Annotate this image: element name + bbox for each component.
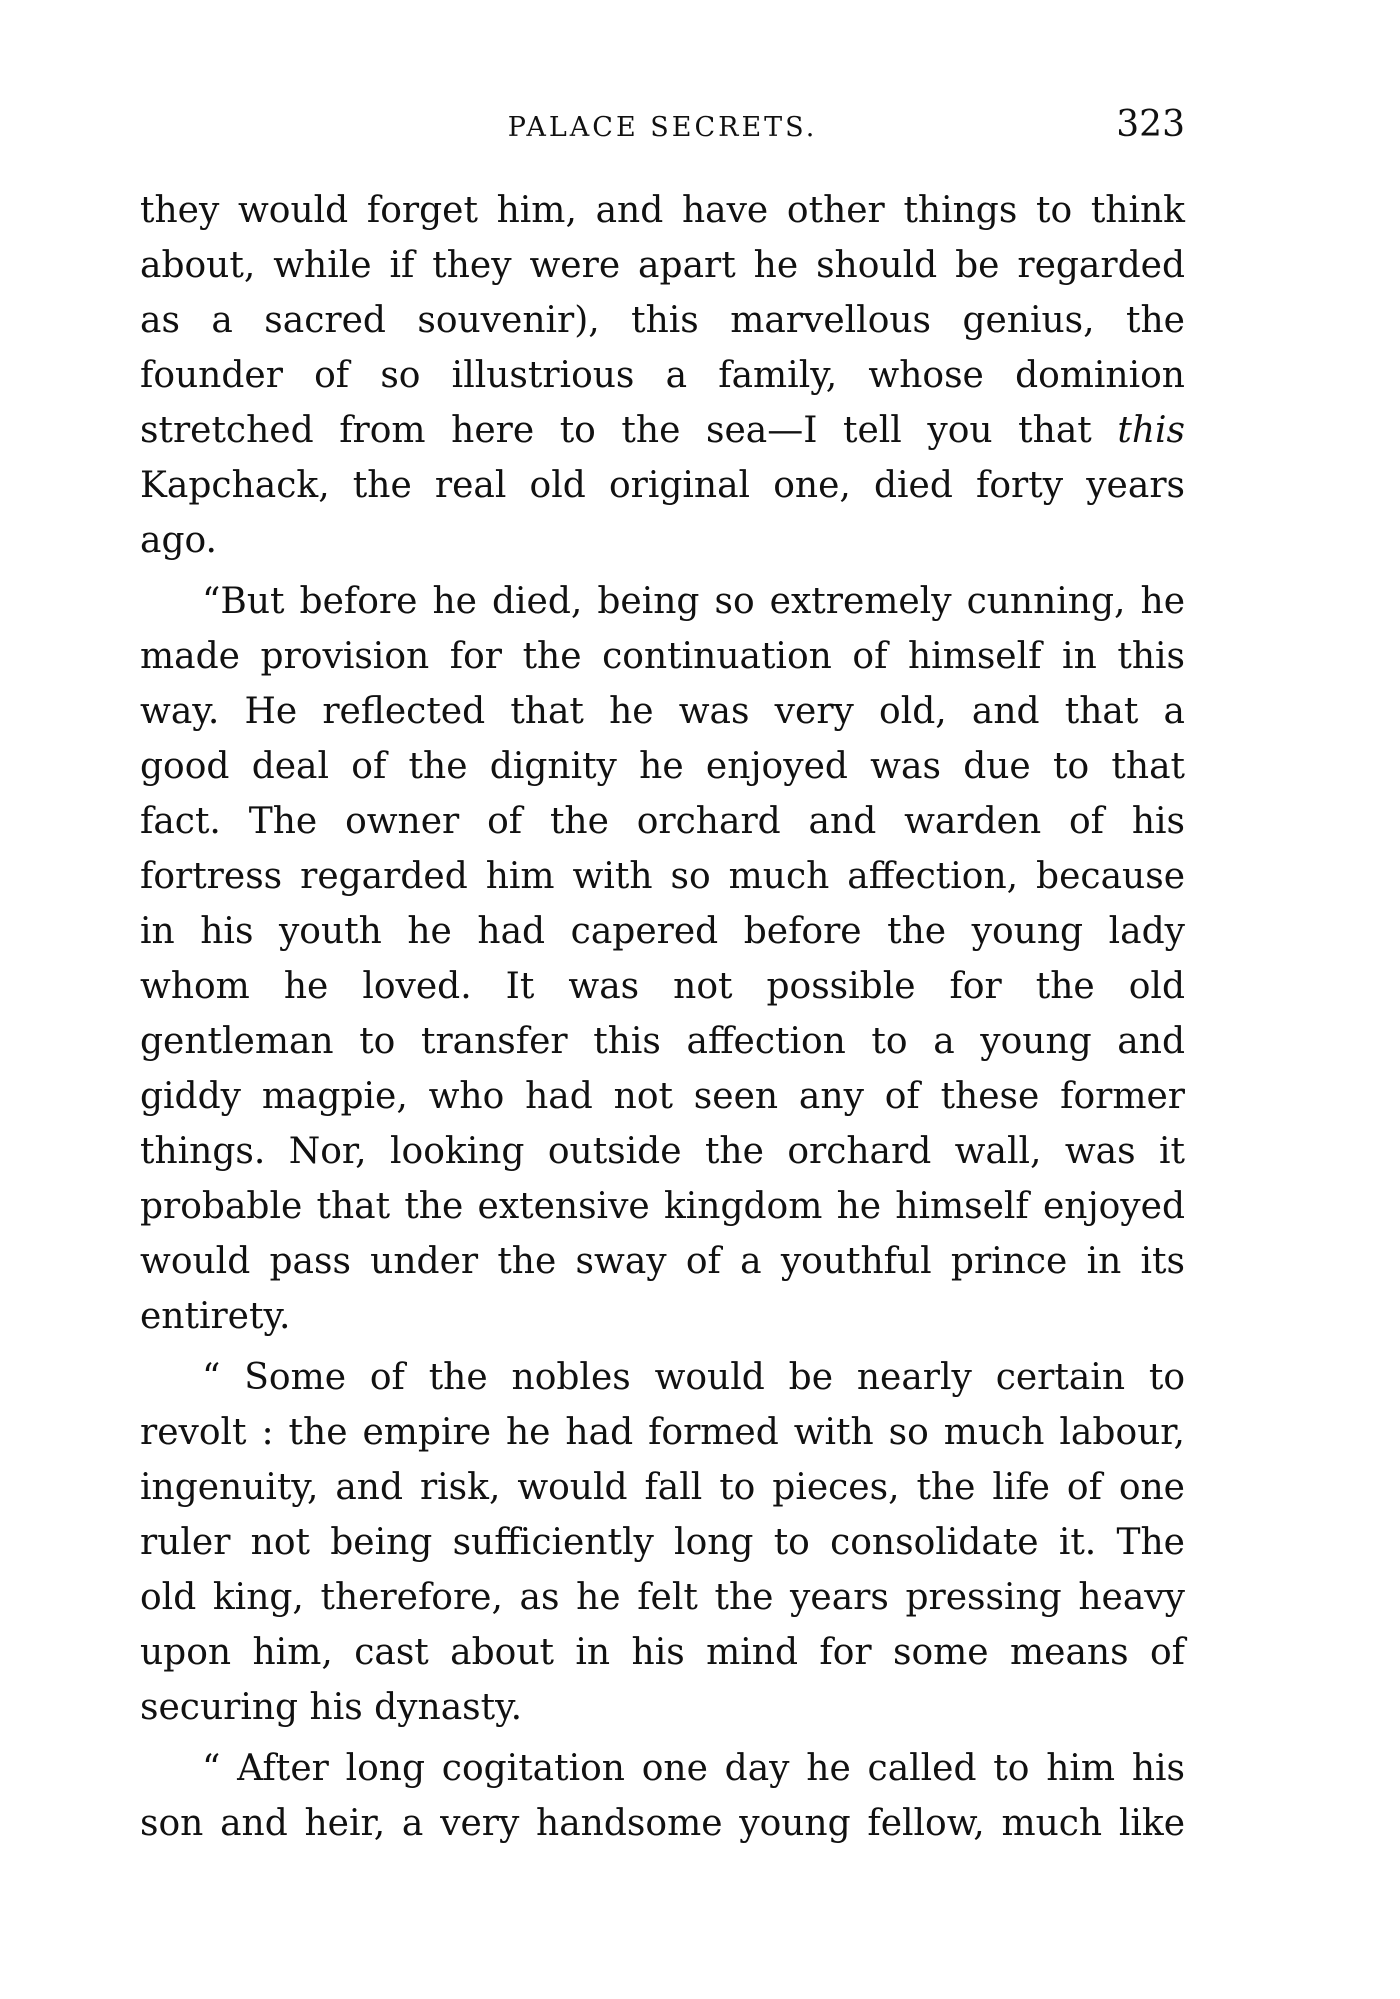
text-line: ingenuity, and risk, would fall to pieces, the life of one [140,1467,1185,1508]
text-line: “ After long cogitation one day he called to him his [202,1748,1185,1789]
running-head [140,104,1185,152]
text-line-with-emphasis [140,403,1185,458]
text-line: whom he loved. It was not possible for the old [140,966,1185,1007]
running-title: PALACE SECRETS. [507,112,818,143]
paragraph-2 [140,574,1185,1344]
text-line: about, while if they were apart he should be regarded [140,245,1185,286]
text-line: ago. [140,520,217,561]
text-line: things. Nor, looking outside the orchard wall, was it [140,1131,1185,1172]
text-line: founder of so illustrious a family, whose dominion [140,355,1185,396]
text-line: entirety. [140,1296,291,1337]
text-line: old king, therefore, as he felt the years pressing heavy [140,1577,1185,1618]
text-line: ruler not being sufficiently long to consolidate it. The [140,1522,1185,1563]
text-line: giddy magpie, who had not seen any of these former [140,1076,1185,1117]
text-line: as a sacred souvenir), this marvellous genius, the [140,300,1185,341]
text-line: “ Some of the nobles would be nearly certain to [202,1357,1185,1398]
text-line: securing his dynasty. [140,1687,523,1728]
text-line: in his youth he had capered before the young lady [140,911,1185,952]
text-line: fact. The owner of the orchard and warden of his [140,801,1185,842]
paragraph-1 [140,183,1185,568]
text-line: made provision for the continuation of himself in this [140,636,1185,677]
text-line: gentleman to transfer this affection to a young and [140,1021,1185,1062]
text-line: “But before he died, being so extremely cunning, he [202,581,1185,622]
paragraph-4 [140,1741,1185,1851]
text-line: they would forget him, and have other things to think [140,190,1185,231]
text-line: upon him, cast about in his mind for some means of [140,1632,1185,1673]
paragraph-3 [140,1350,1185,1735]
text-line: good deal of the dignity he enjoyed was due to that [140,746,1185,787]
text-line: son and heir, a very handsome young fellow, much like [140,1803,1185,1844]
text-line: probable that the extensive kingdom he himself enjoyed [140,1186,1185,1227]
page-number: 323 [1116,104,1185,145]
text-line: fortress regarded him with so much affection, because [140,856,1185,897]
text-run: stretched from here to the sea—I tell you that [140,410,1092,451]
body-text [140,183,1185,1851]
text-line: revolt : the empire he had formed with so much labour, [140,1412,1185,1453]
text-line: way. He reflected that he was very old, and that a [140,691,1185,732]
text-line: would pass under the sway of a youthful prince in its [140,1241,1185,1282]
text-line: Kapchack, the real old original one, died forty years [140,465,1185,506]
italic-word: this [1117,410,1185,451]
